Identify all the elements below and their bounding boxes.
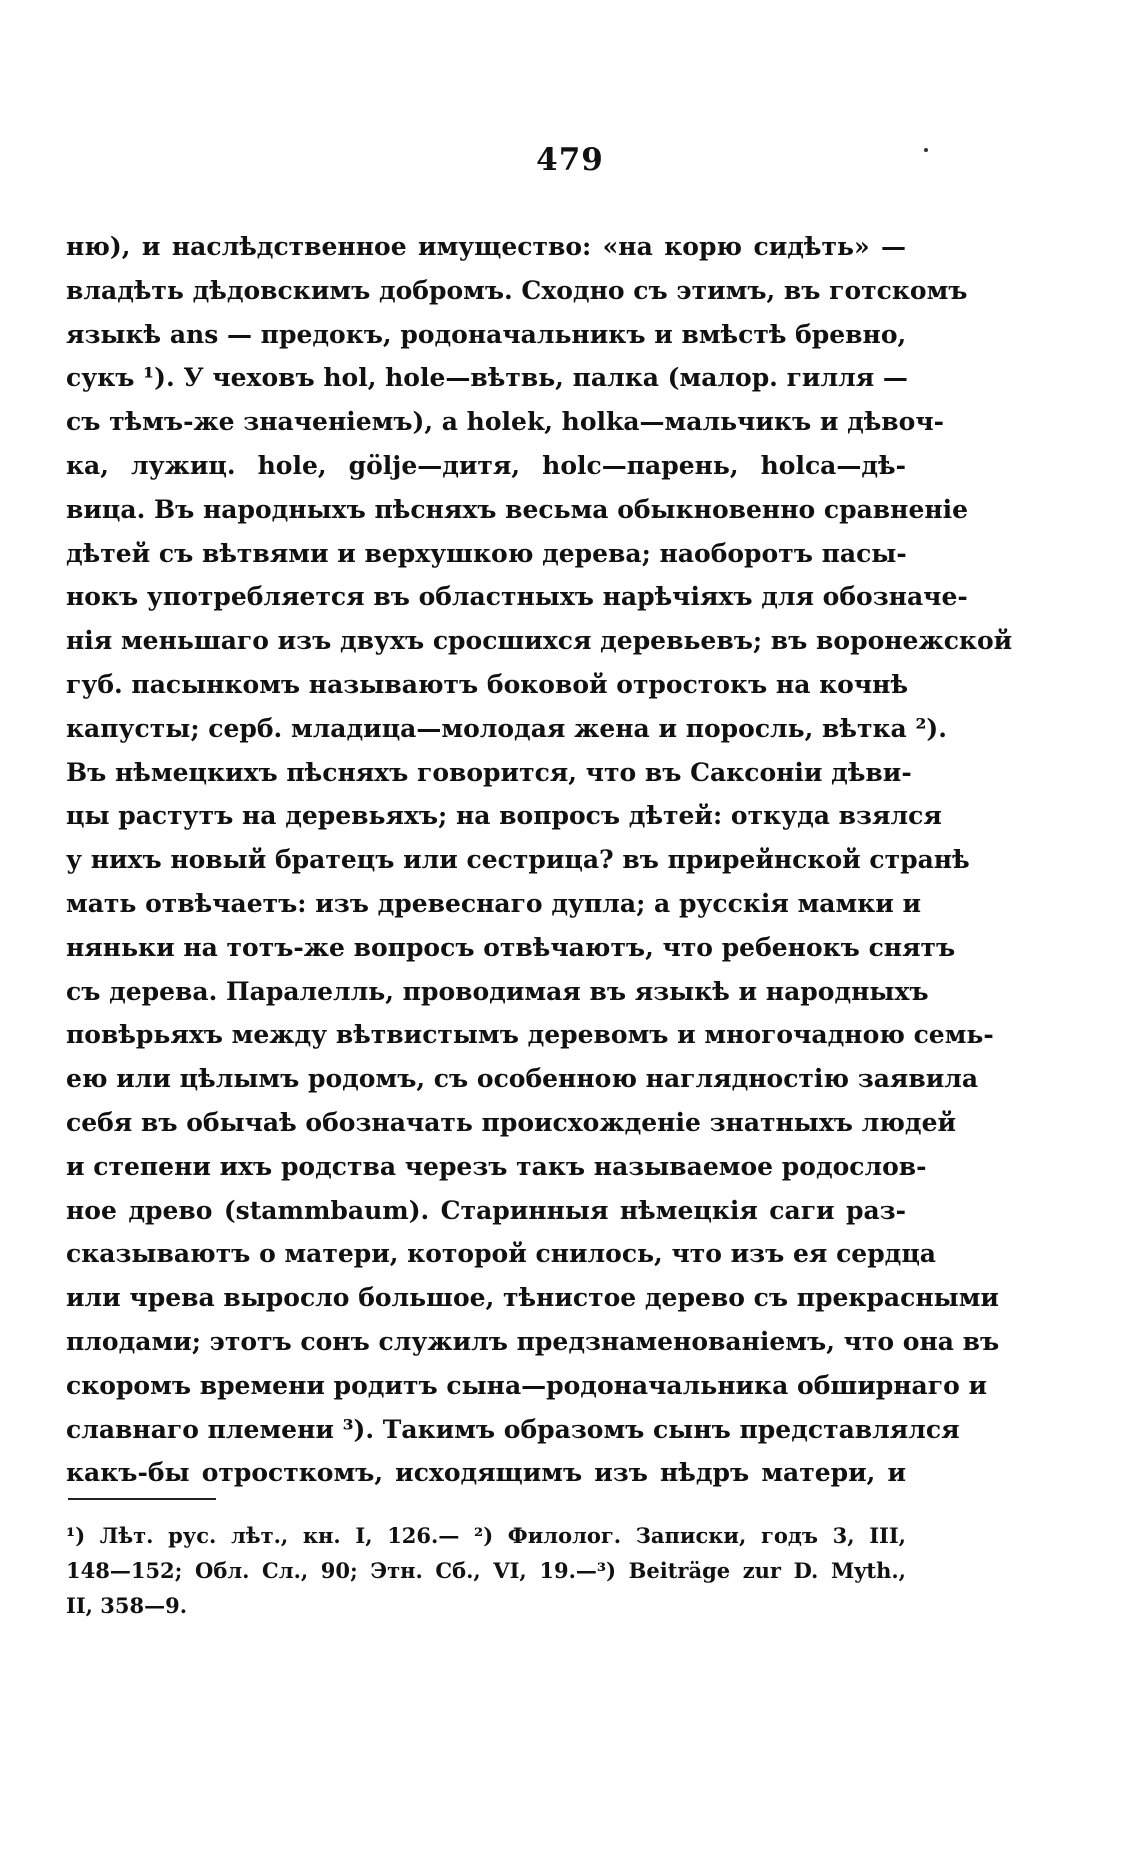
text-line: и степени ихъ родства черезъ такъ называемое родослов- (66, 1151, 927, 1181)
text-line: плодами; этотъ сонъ служилъ предзнаменованіемъ, что она въ (66, 1326, 1000, 1356)
text-line: съ дерева. Паралелль, проводимая въ языкѣ и народныхъ (66, 976, 929, 1006)
footnote-line: ¹) Лѣт. рус. лѣт., кн. I, 126.— ²) Филолог. Записки, годъ 3, III, (66, 1523, 906, 1548)
text-line: ею или цѣлымъ родомъ, съ особенною наглядностію заявила (66, 1064, 979, 1094)
text-line: повѣрьяхъ между вѣтвистымъ деревомъ и многочадною семь- (66, 1020, 994, 1050)
text-line: вица. Въ народныхъ пѣсняхъ весьма обыкновенно сравненіе (66, 494, 969, 524)
text-line: дѣтей съ вѣтвями и верхушкою дерева; наоборотъ пасы- (66, 538, 907, 568)
text-line: Въ нѣмецкихъ пѣсняхъ говорится, что въ Саксоніи дѣви- (66, 757, 912, 787)
footnote-line: II, 358—9. (66, 1593, 188, 1618)
text-line: няньки на тотъ-же вопросъ отвѣчаютъ, что ребенокъ снятъ (66, 932, 956, 962)
text-line: языкѣ ans — предокъ, родоначальникъ и вмѣстѣ бревно, (66, 319, 907, 349)
text-line: у нихъ новый братецъ или сестрица? въ прирейнской странѣ (66, 845, 970, 875)
text-line: скоромъ времени родитъ сына—родоначальника обширнаго и (66, 1370, 987, 1400)
footnote-line: 148—152; Обл. Сл., 90; Этн. Сб., VI, 19.—³) Beiträge zur D. Myth., (66, 1558, 906, 1583)
text-line: ное древо (stammbaum). Старинныя нѣмецкія саги раз- (66, 1195, 906, 1225)
text-line: губ. пасынкомъ называютъ боковой отростокъ на кочнѣ (66, 669, 909, 699)
text-line: нія меньшаго изъ двухъ сросшихся деревьевъ; въ воронежской (66, 626, 1013, 656)
text-line: славнаго племени ³). Такимъ образомъ сынъ представлялся (66, 1414, 960, 1444)
stray-ink-dot (924, 148, 928, 152)
footnote-divider (68, 1498, 216, 1500)
text-line: сукъ ¹). У чеховъ hol, hole—вѣтвь, палка (малор. гилля — (66, 363, 908, 393)
text-line: цы растутъ на деревьяхъ; на вопросъ дѣтей: откуда взялся (66, 801, 942, 831)
text-line: ню), и наслѣдственное имущество: «на корю сидѣть» — (66, 232, 906, 261)
text-line: капусты; серб. младица—молодая жена и поросль, вѣтка ²). (66, 713, 947, 743)
text-line: ка, лужиц. hole, gölje—дитя, holc—парень, holca—дѣ- (66, 450, 906, 480)
text-line: нокъ употребляется въ областныхъ нарѣчіяхъ для обозначе- (66, 582, 968, 612)
text-line: владѣть дѣдовскимъ добромъ. Сходно съ этимъ, въ готскомъ (66, 275, 968, 305)
text-line: или чрева выросло большое, тѣнистое дерево съ прекрасными (66, 1283, 999, 1313)
footnotes (66, 1518, 906, 1623)
text-line: сказываютъ о матери, которой снилось, что изъ ея сердца (66, 1239, 937, 1269)
text-line: съ тѣмъ-же значеніемъ), a holek, holka—мальчикъ и дѣвоч- (66, 407, 945, 437)
text-line: себя въ обычаѣ обозначать происхожденіе знатныхъ людей (66, 1107, 957, 1137)
body-text (66, 225, 1013, 1495)
text-line: мать отвѣчаетъ: изъ древеснаго дупла; а русскія мамки и (66, 888, 922, 918)
page-number: 479 (536, 142, 604, 178)
text-line: какъ-бы отросткомъ, исходящимъ изъ нѣдръ матери, и (66, 1458, 906, 1488)
